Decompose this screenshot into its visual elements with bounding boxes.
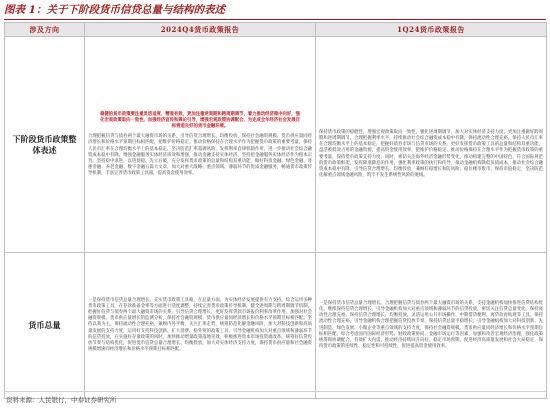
q1-policy-body-text: 保持货币政策的稳健性，增强宏观政策取向一致性，强化逆周期调节，加大对实体经济支持力度，更加注重做好跨周期和逆周期调节，合理把握利率水平，持续推动社会综合融资成本稳中有降，保持流动性合理充裕，保持人民币汇率在合理均衡水平上的基本稳定，把握好债券市场与信贷市场的关系，更好发挥货币政策工具的总量和结构双重功能，盘活被低效占用的金融资源，提高资金使用效率，把维护价格稳定、推动价格保持在合理水平作为把握货币政策的重要考量，保持货币政策支持力度，同时，密切关注海外经济金融形势变化，推动构建完整的中国特色、符合国际规范的货币政策框架，发挥降准降息的作用，强化利率政策的执行和传导，推动金融机构降低负债成本，推动社会综合融资成本稳中有降，引导信贷合理增长、均衡投放，兼顾好稳增长和防风险，稳住楼市股市，保持币值稳定，坚决防范化解重点领域金融风险，筑牢不发生系统性风险的底线。	[319, 129, 543, 178]
q4-aggregate-body-text: 一是保持货币信贷总量合理增长。充实货币政策工具箱，在总量方面，为实体经济发展提供有力支持。综合运用多种货币政策工具，在存款准备金率等方面进行适度调整，持续完善货币政策传导机制，健全逆周期与跨周期调节机制，把握好信贷与债券两个最大融资市场的关系，引导信贷合理增长，更好发挥贷款市场报价利率改革作用。加强对社会融资规模、货币供应量增长的监测分析，保持社会融资规模、货币供应量同经济增长和价格水平预期目标相匹配。坚持以我为主，保持流动性合理充裕，兼顾内外平衡，关注汇率走势，统筹防范化解金融风险，加大对科技创新和高质量发展的支持力度，运用好支持科技创新、扩大消费、稳外贸的政策工具，引导金融机构加大对重点领域和薄弱环节的信贷投放，在实施好存量政策的同时，加快推动增量政策落地见效，积极推进资本市场投资端改革，统筹好信贷投放节奏与结构优化，促进货币信贷总量合理增长、均衡投放，加大对实体经济支持力度，保持货币供应量和社会融资规模增速同经济增长和价格水平预期目标相匹配。	[88, 297, 312, 353]
cell-q4-money-aggregate	[85, 253, 316, 399]
row-label-money-aggregate: 货币总量	[5, 253, 85, 399]
source-note: 资料来源：人民银行，中泰证券研究所	[6, 396, 117, 404]
figure-title: 图表 1：关于下阶段货币信贷总量与结构的表述	[4, 4, 225, 16]
row-label-policy-stance: 下阶段货币政策整体表述	[5, 37, 85, 253]
q1-aggregate-body-text: 一是保持货币信贷总量合理增长。合理把握信贷与债券两个最大融资市场的关系，支持金融机构加快推进信贷结构优化，继续保持信贷合理增长，引导金融机构加大对重点领域和薄弱环节的信贷投放，密切关注信贷总量变化，保持流动性合理充裕，保持信贷合理增长、均衡投放，灵活运用公开市场操作、中期借贷便利、再贷款再贴现等工具，保持流动性合理充裕，引导金融机构合理把握信贷投放节奏，保持信贷总量平稳增长，引导金融机构加大对科技创新、先进制造、绿色发展、小微企业等重点领域的支持力度，保持社会融资规模、货币供应量同经济增长和价格水平预期目标相匹配，综合考虑国内国际经济形势、财政政策协同、金融市场运行等因素，加强和改善宏观经济治理，强化政策统筹和协调配合，有效扩大内需，推动经济持续回升向好，稳定市场预期，促进经济高质量发展和社会大局稳定，保持货币政策的连续性、稳定性和可持续性，促进提高资金使用效率。	[319, 300, 543, 349]
cell-q1-money-aggregate	[316, 253, 547, 399]
header-q4-report: 2024Q4货币政策报告	[85, 23, 316, 37]
title-divider	[4, 19, 546, 20]
footer-divider	[4, 391, 546, 392]
table-header-row	[5, 23, 547, 37]
cell-q1-policy-stance	[316, 37, 547, 253]
cell-q4-policy-stance	[85, 37, 316, 253]
table-row	[5, 37, 547, 253]
q4-policy-body-text: 合理把握信贷与债券两个最大融资市场的关系，引导信贷合理增长、均衡投放，保持社会融资规模、货币供应量同经济增长和价格水平预期目标相匹配。把维护价格稳定、推动价格保持在合理水平作为把握货币政策的重要考量，保持人民币汇率在合理均衡水平上的基本稳定，坚决防范汇率超调风险，发挥利率自律机制作用，进一步推动社会综合融资成本稳中有降，增强金融服务实体经济质效和增强，推动金融支持实体经济，坚持把金融服务实体经济作为根本宗旨。坚持稳中求进、以进促稳、先立后破，充分发挥货币政策的总量和结构双重功能，做好科技金融、绿色金融、普惠金融、养老金融、数字金融五篇大文章，加大对重大战略、重点领域、薄弱环节的优质金融服务，畅通货币政策传导机制，丰富完善货币政策工具箱，提高资金使用效率。	[88, 134, 312, 177]
table-row	[5, 253, 547, 399]
q4-policy-lead-text: 稳健的货币政策要注重灵活适度、精准有效，更加注重逆周期和跨周期调节，着力推动经济稳中向好，强化宏观政策取向一致性，加强经济宣传和舆论引导，增强宏观政策协调配合，为完成全年经济社会发展目标营造良好的货币金融环境。	[100, 111, 300, 130]
header-q1-report: 1Q24货币政策报告	[316, 23, 547, 37]
comparison-table	[4, 22, 547, 399]
header-direction: 涉及方向	[5, 23, 85, 37]
